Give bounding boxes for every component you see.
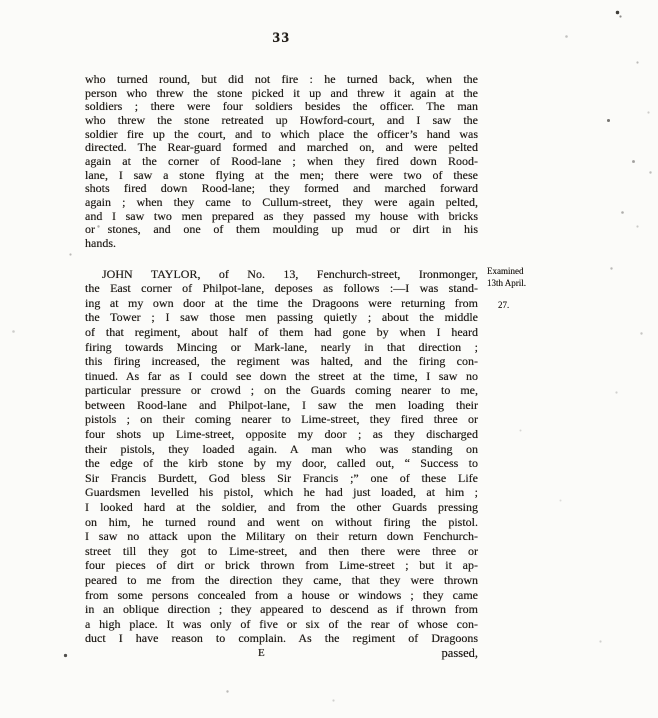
text-line: JOHN TAYLOR, of No. 13, Fenchurch-street, Ironmonger, bbox=[102, 266, 478, 281]
text-line: who turned round, but did not fire : he turned back, when the bbox=[85, 72, 478, 86]
text-line: of that regiment, about half of them had gone by when I heard bbox=[85, 324, 478, 339]
text-line: who threw the stone retreated up Howford-court, and I saw the bbox=[85, 112, 478, 127]
text-line: Sir Francis Burdett, God bless Sir Francis ;” one of these Life bbox=[85, 470, 478, 485]
text-line: directed. The Rear-guard formed and marched on, and were pelted bbox=[85, 140, 478, 155]
text-line: from some persons concealed from a house or windows ; they came bbox=[85, 587, 478, 602]
text-line: I looked hard at the soldier, and from the other Guards pressing bbox=[85, 500, 478, 515]
text-line: four pieces of dirt or brick thrown from Lime-street ; but it ap- bbox=[85, 558, 478, 573]
text-line: shots fired down Rood-lane; they formed and marched forward bbox=[85, 181, 478, 196]
text-line: and I saw two men prepared as they passed my house with bricks bbox=[85, 208, 478, 223]
page-footer bbox=[85, 646, 478, 664]
text-line: lane, I saw a stone flying at the men; there were two of these bbox=[85, 167, 478, 182]
margin-note-line: 13th April. bbox=[487, 277, 527, 288]
text-block bbox=[85, 73, 478, 646]
text-line: pistols ; on their coming nearer to Lime-street, they fired three or bbox=[85, 412, 478, 427]
text-line: again ; when they came to Cullum-street, they were again pelted, bbox=[85, 194, 478, 209]
signature-mark: E bbox=[258, 647, 265, 659]
catchword: passed, bbox=[441, 646, 478, 660]
text-line: in an oblique direction ; they appeared to descend as if thrown from bbox=[85, 602, 478, 617]
text-line: tinued. As far as I could see down the street at the time, I saw no bbox=[85, 368, 478, 383]
text-line: soldier fire up the court, and to which place the officer’s hand was bbox=[85, 126, 478, 141]
text-line: hands. bbox=[85, 235, 116, 250]
text-line: the Tower ; I saw those men passing quietly ; about the middle bbox=[85, 310, 478, 325]
text-line: on him, he turned round and went on without firing the pistol. bbox=[85, 514, 478, 529]
text-line: I saw no attack upon the Military on their return down Fenchurch- bbox=[85, 529, 478, 544]
text-line: four shots up Lime-street, opposite my door ; as they discharged bbox=[85, 427, 478, 442]
text-line: their pistols, they loaded again. A man who was standing on bbox=[85, 441, 478, 456]
scan-noise-specks bbox=[0, 0, 1, 1]
text-line: this firing increased, the regiment was halted, and the firing con- bbox=[85, 354, 478, 369]
margin-note-number: 27. bbox=[498, 300, 510, 310]
text-line: particular pressure or crowd ; on the Guards coming nearer to me, bbox=[85, 383, 478, 398]
page-number: 33 bbox=[272, 30, 291, 46]
text-line: Guardsmen levelled his pistol, which he had just loaded, at him ; bbox=[85, 485, 478, 500]
text-line: person who threw the stone picked it up and threw it again at the bbox=[85, 85, 478, 100]
paragraph-john-taylor-deposition bbox=[85, 267, 478, 646]
text-line: the East corner of Philpot-lane, deposes as follows :—I was stand- bbox=[85, 281, 478, 296]
text-line: street till they got to Lime-street, and then there were three or bbox=[85, 543, 478, 558]
text-line: or stones, and one of them moulding up mud or dirt in his bbox=[85, 222, 478, 237]
margin-note bbox=[487, 266, 551, 312]
text-line: again at the corner of Rood-lane ; when they fired down Rood- bbox=[85, 153, 478, 168]
text-line: ing at my own door at the time the Dragoons were returning from bbox=[85, 295, 478, 310]
paragraph-testimony-continued bbox=[85, 73, 478, 251]
margin-note-line: Examined bbox=[487, 266, 524, 276]
text-line: between Rood-lane and Philpot-lane, I saw the men loading their bbox=[85, 397, 478, 412]
text-line: peared to me from the direction they came, that they were thrown bbox=[85, 573, 478, 587]
text-line: duct I have reason to complain. As the regiment of Dragoons bbox=[85, 631, 478, 646]
text-line: a high place. It was only of five or six of the rear of whose con- bbox=[85, 616, 478, 631]
text-line: firing towards Mincing or Mark-lane, nearly in that direction ; bbox=[85, 339, 478, 354]
text-line: the edge of the kirb stone by my door, called out, “ Success to bbox=[85, 456, 478, 471]
text-line: soldiers ; there were four soldiers besides the officer. The man bbox=[85, 99, 478, 114]
